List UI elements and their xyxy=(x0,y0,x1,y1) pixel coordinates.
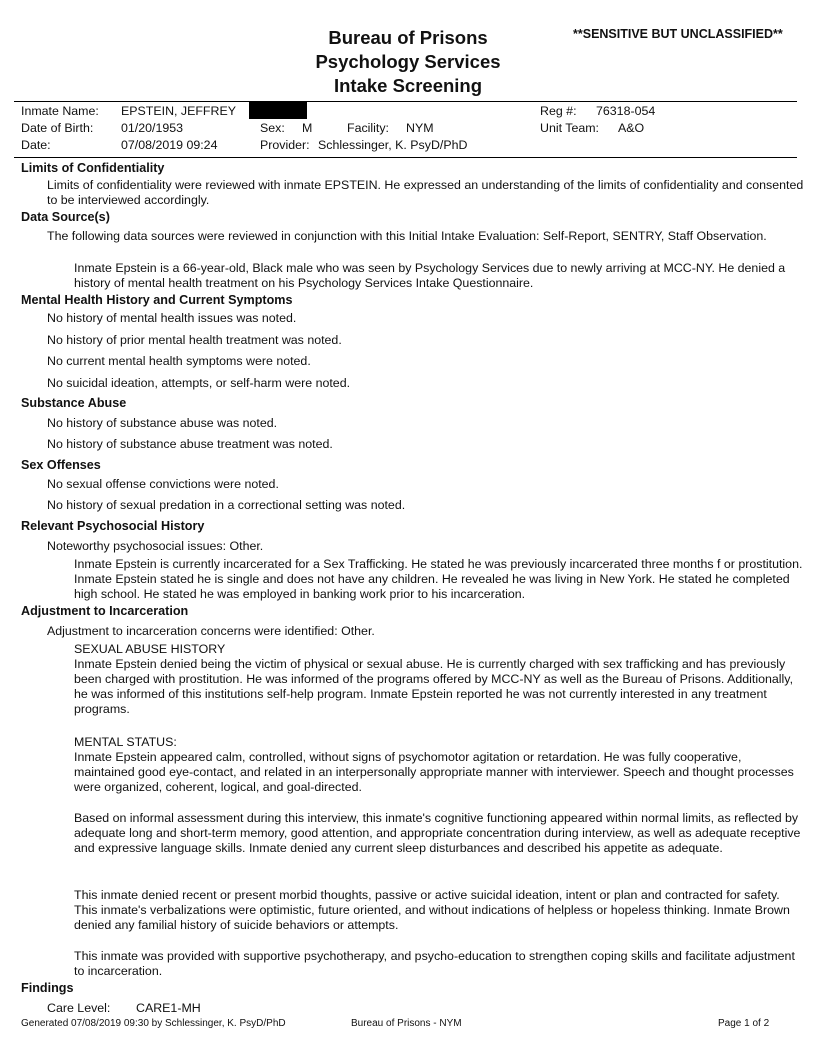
mental-health-item: No current mental health symptoms were noted. xyxy=(47,354,311,368)
substance-item: No history of substance abuse was noted. xyxy=(47,416,278,430)
adjustment-text: Adjustment to incarceration concerns were identified: Other. xyxy=(47,624,375,638)
mental-status-title: MENTAL STATUS: xyxy=(74,735,177,749)
confidentiality-text: Limits of confidentiality were reviewed with inmate EPSTEIN. He expressed an understanding of the limits of confidentiality and consented to be interviewed accordingly. xyxy=(47,178,804,207)
inmate-name-value: EPSTEIN, JEFFREY xyxy=(121,104,236,118)
substance-item: No history of substance abuse treatment was noted. xyxy=(47,437,333,451)
care-level-label: Care Level: xyxy=(47,1001,111,1015)
data-sources-detail: Inmate Epstein is a 66-year-old, Black male who was seen by Psychology Services due to newly arriving at MCC-NY. He denied a history of mental health treatment on his Psychology Services Intake Questionnaire. xyxy=(74,261,786,290)
document-title-line-2: Psychology Services xyxy=(315,51,501,72)
document-title-line-1: Bureau of Prisons xyxy=(328,27,488,48)
findings-heading: Findings xyxy=(21,981,74,995)
dob-label: Date of Birth: xyxy=(21,121,94,135)
mental-status-text: Inmate Epstein appeared calm, controlled, without signs of psychomotor agitation or retardation. He was fully cooperative, maintained good eye-contact, and related in an interpersonally appropriate manner with interviewer. Speech and thought processes were organized, coherent, logical, and goal-directed. xyxy=(74,750,794,794)
provider-value: Schlessinger, K. PsyD/PhD xyxy=(318,138,468,152)
date-label: Date: xyxy=(21,138,51,152)
facility-value: NYM xyxy=(406,121,434,135)
risk-text: This inmate denied recent or present morbid thoughts, passive or active suicidal ideation, intent or plan and contracted for safety. This inmate's verbalizations were optimistic, future oriented, and without indications of helpless or hopeless thinking. Inmate Brown denied any familial history of suicide behaviors or attempts. xyxy=(74,888,790,932)
care-level-value: CARE1-MH xyxy=(136,1001,201,1015)
mental-health-item: No history of mental health issues was noted. xyxy=(47,311,297,325)
mental-health-item: No history of prior mental health treatment was noted. xyxy=(47,333,342,347)
dob-value: 01/20/1953 xyxy=(121,121,184,135)
facility-label: Facility: xyxy=(347,121,389,135)
psychosocial-detail: Inmate Epstein is currently incarcerated for a Sex Trafficking. He stated he was previously incarcerated three months f or prostitution. Inmate Epstein stated he is single and does not have any children. He revealed he was living in New York. He stated he completed high school. He stated he was employed in banking work prior to his incarceration. xyxy=(74,557,803,601)
footer-center: Bureau of Prisons - NYM xyxy=(351,1018,462,1029)
top-rule xyxy=(14,101,797,102)
support-text: This inmate was provided with supportive psychotherapy, and psycho-education to strengthen coping skills and facilitate adjustment to incarceration. xyxy=(74,949,795,978)
sex-offenses-item: No sexual offense convictions were noted. xyxy=(47,477,279,491)
data-sources-heading: Data Source(s) xyxy=(21,210,110,224)
sex-label: Sex: xyxy=(260,121,285,135)
sex-offenses-heading: Sex Offenses xyxy=(21,458,101,472)
mental-health-item: No suicidal ideation, attempts, or self-harm were noted. xyxy=(47,376,351,390)
sexual-abuse-text: Inmate Epstein denied being the victim of physical or sexual abuse. He is currently charged with sex trafficking and has previously been charged with prostitution. He was informed of the programs offered by MCC-NY as well as the Bureau of Prisons. Additionally, he was informed of this institutions self-help program. Inmate Epstein reported he was not currently interested in any treatment programs. xyxy=(74,657,794,716)
cognitive-text: Based on informal assessment during this interview, this inmate's cognitive functioning appeared within normal limits, as reflected by adequate long and short-term memory, good attention, and appropriate concentration during interview, as well as adequate receptive and expressive language skills. Inmate denied any current sleep disturbances and described his appetite as adequate. xyxy=(74,811,801,855)
sex-value: M xyxy=(302,121,313,135)
data-sources-text: The following data sources were reviewed in conjunction with this Initial Intake Evaluation: Self-Report, SENTRY, Staff Observation. xyxy=(47,229,767,243)
psychosocial-text: Noteworthy psychosocial issues: Other. xyxy=(47,539,264,553)
mental-health-heading: Mental Health History and Current Symptoms xyxy=(21,293,293,307)
provider-label: Provider: xyxy=(260,138,310,152)
unit-value: A&O xyxy=(618,121,645,135)
info-rule xyxy=(14,157,797,158)
footer-page-number: Page 1 of 2 xyxy=(718,1018,770,1029)
substance-heading: Substance Abuse xyxy=(21,396,127,410)
confidentiality-heading: Limits of Confidentiality xyxy=(21,161,165,175)
redaction-box xyxy=(249,102,307,119)
sexual-abuse-title: SEXUAL ABUSE HISTORY xyxy=(74,642,226,656)
reg-value: 76318-054 xyxy=(596,104,656,118)
psychosocial-heading: Relevant Psychosocial History xyxy=(21,519,205,533)
document-title-line-3: Intake Screening xyxy=(333,75,483,96)
adjustment-heading: Adjustment to Incarceration xyxy=(21,604,189,618)
unit-label: Unit Team: xyxy=(540,121,599,135)
reg-label: Reg #: xyxy=(540,104,577,118)
footer-generated: Generated 07/08/2019 09:30 by Schlessinger, K. PsyD/PhD xyxy=(21,1018,286,1029)
inmate-name-label: Inmate Name: xyxy=(21,104,99,118)
classification-label: **SENSITIVE BUT UNCLASSIFIED** xyxy=(573,27,783,41)
sex-offenses-item: No history of sexual predation in a correctional setting was noted. xyxy=(47,498,406,512)
date-value: 07/08/2019 09:24 xyxy=(121,138,218,152)
